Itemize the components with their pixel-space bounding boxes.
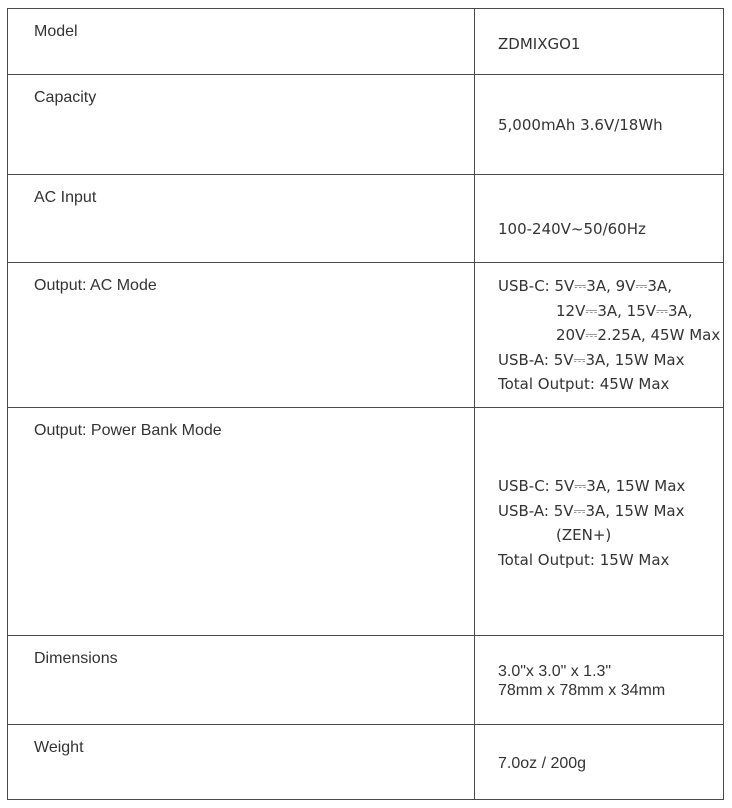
ac-mode-usb-c-line-2: 12V⎓3A, 15V⎓3A, (556, 301, 693, 320)
ac-mode-total-output: Total Output: 45W Max (498, 375, 670, 393)
model-value: ZDMIXGO1 (498, 35, 581, 53)
dimensions-metric: 78mm x 78mm x 34mm (498, 682, 666, 699)
spec-label-ac-input: AC Input (8, 175, 475, 263)
spec-label-dimensions: Dimensions (8, 636, 475, 725)
spec-label-capacity: Capacity (8, 75, 475, 175)
spec-label-power-bank-mode: Output: Power Bank Mode (8, 408, 475, 636)
spec-value-model (475, 9, 724, 75)
ac-mode-usb-c-line-3: 20V⎓2.25A, 45W Max (556, 326, 721, 344)
power-bank-usb-a-line: USB-A: 5V⎓3A, 15W Max (498, 501, 685, 520)
spec-value-ac-input (475, 175, 724, 263)
spec-label-ac-mode: Output: AC Mode (8, 263, 475, 408)
dimensions-imperial: 3.0"x 3.0" x 1.3" (498, 663, 612, 680)
specifications-table (7, 8, 724, 800)
table-row (8, 408, 724, 636)
capacity-value: 5,000mAh 3.6V/18Wh (498, 116, 663, 134)
spec-value-ac-mode (475, 263, 724, 408)
table-row (8, 9, 724, 75)
ac-mode-usb-c-line-1: USB-C: 5V⎓3A, 9V⎓3A, (498, 277, 672, 295)
spec-value-power-bank-mode (475, 408, 724, 636)
table-row (8, 263, 724, 408)
power-bank-usb-c-line: USB-C: 5V⎓3A, 15W Max (498, 477, 686, 495)
power-bank-total-output: Total Output: 15W Max (498, 550, 670, 569)
spec-value-weight (475, 725, 724, 800)
power-bank-zen-note: (ZEN+) (556, 526, 612, 544)
ac-mode-usb-a-line: USB-A: 5V⎓3A, 15W Max (498, 350, 685, 369)
spec-label-weight: Weight (8, 725, 475, 800)
weight-value: 7.0oz / 200g (498, 755, 587, 772)
table-row (8, 636, 724, 725)
table-row (8, 175, 724, 263)
table-row (8, 725, 724, 800)
spec-label-model: Model (8, 9, 475, 75)
ac-input-value: 100-240V~50/60Hz (498, 220, 646, 238)
spec-value-capacity (475, 75, 724, 175)
spec-value-dimensions (475, 636, 724, 725)
table-row (8, 75, 724, 175)
